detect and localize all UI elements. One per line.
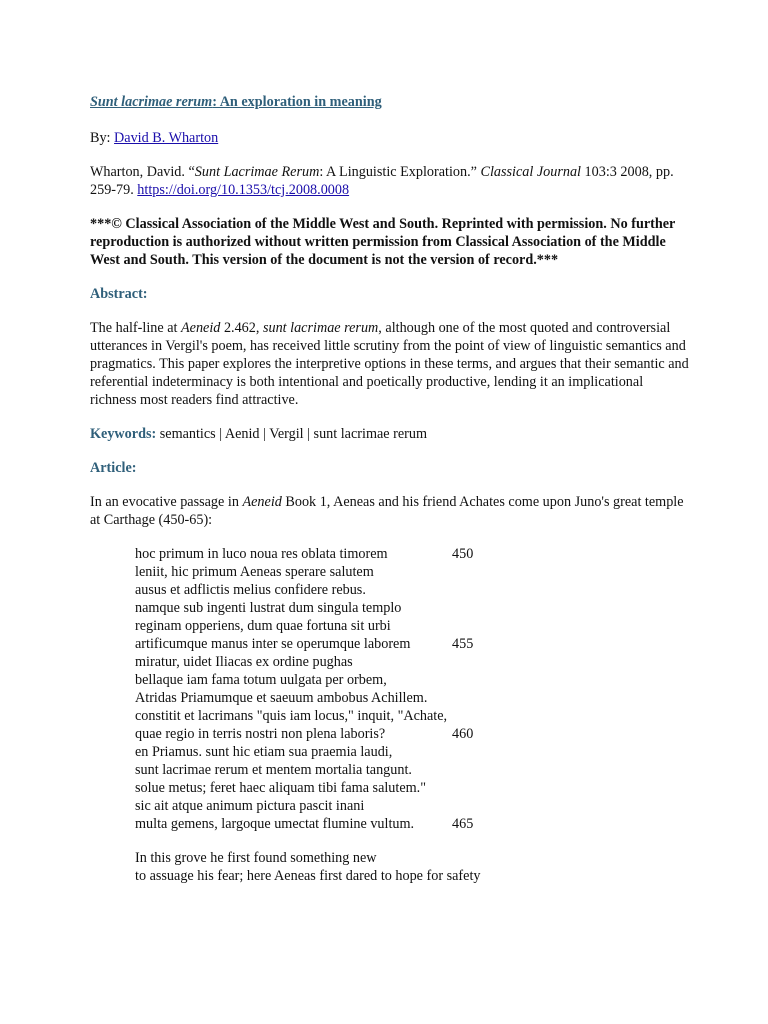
poem-line [135,545,690,563]
article-heading: Article: [90,460,137,476]
poem-line-text: en Priamus. sunt hic etiam sua praemia laudi, [135,744,393,760]
poem-line [135,671,690,689]
citation-title: Sunt Lacrimae Rerum [194,164,320,180]
abstract-text-3: , although one of the most quoted and controversial utterances in Vergil's poem, has received little scrutiny from the point of view of linguistic semantics and pragmatics. This paper explores the interpretive options in these terms, and argues that their semantic and referential indeterminacy is both intentional and poetically productive, lending it an implicational richness most readers find attractive. [90,320,689,408]
translation [135,849,690,885]
abstract-text-1: The half-line at [90,320,181,336]
abstract-heading: Abstract: [90,286,148,302]
poem-line [135,815,690,833]
poem-line [135,653,690,671]
poem-line-text: sunt lacrimae rerum et mentem mortalia tangunt. [135,762,412,778]
citation-part1: Wharton, David. “ [90,164,195,180]
title-rest: : An exploration in meaning [212,94,382,110]
poem-line-text: solue metus; feret haec aliquam tibi fama salutem." [135,780,427,796]
poem-line-text: ausus et adflictis melius confidere rebus. [135,582,366,598]
poem-line-text: hoc primum in luco noua res oblata timorem [135,546,388,562]
poem-line [135,761,690,779]
poem-line [135,563,690,581]
line-number: 465 [452,816,474,832]
byline-prefix: By: [90,130,115,146]
title-italic: Sunt lacrimae rerum [90,94,213,110]
poem-line-text: Atridas Priamumque et saeuum ambobus Achillem. [135,690,428,706]
article-italic-1: Aeneid [242,494,282,510]
citation-journal: Classical Journal [480,164,581,180]
poem-line-text: multa gemens, largoque umectat flumine vultum. [135,816,415,832]
poem-line-text: namque sub ingenti lustrat dum singula templo [135,600,402,616]
poem-line [135,743,690,761]
poem-line [135,725,690,743]
abstract-text-2: 2.462, [220,320,263,336]
line-number: 450 [452,546,474,562]
keywords-label: Keywords: [90,426,157,442]
keywords-text: semantics | Aenid | Vergil | sunt lacrimae rerum [156,426,427,442]
poem-line [135,707,690,725]
poem-line-text: artificumque manus inter se operumque laborem [135,636,411,652]
poem-line [135,797,690,815]
citation-part3: 103:3 2008, pp. 259-79. [90,164,674,198]
translation-line: In this grove he first found something new [135,850,377,866]
copyright-notice: ***© Classical Association of the Middle West and South. Reprinted with permission. No further reproduction is authorized without written permission from Classical Association of the Middle West and South. This version of the document is not the version of record.*** [90,216,676,268]
latin-poem [135,545,690,833]
poem-line-text: sic ait atque animum pictura pascit inani [135,798,365,814]
article-text-1: In an evocative passage in [90,494,243,510]
article-intro [90,493,690,529]
poem-line [135,635,690,653]
abstract-italic-1: Aeneid [181,320,221,336]
poem-line-text: constitit et lacrimans "quis iam locus," inquit, "Achate, [135,708,448,724]
poem-line [135,779,690,797]
poem-line [135,617,690,635]
poem-line [135,599,690,617]
document-page [90,93,690,885]
poem-line-text: bellaque iam fama totum uulgata per orbem, [135,672,387,688]
abstract-text [90,319,690,409]
poem-line-text: miratur, uidet Iliacas ex ordine pughas [135,654,353,670]
citation-part2: : A Linguistic Exploration.” [319,164,481,180]
poem-line [135,689,690,707]
poem-line [135,581,690,599]
line-number: 460 [452,726,474,742]
abstract-italic-2: sunt lacrimae rerum [262,320,379,336]
document-title [90,93,690,111]
doi-link[interactable]: https://doi.org/10.1353/tcj.2008.0008 [137,182,350,198]
keywords [90,425,690,443]
article-text-2: Book 1, Aeneas and his friend Achates come upon Juno's great temple at Carthage (450-65): [90,494,684,528]
author-link[interactable]: David B. Wharton [114,130,219,146]
poem-line-text: leniit, hic primum Aeneas sperare salutem [135,564,374,580]
line-number: 455 [452,636,474,652]
byline [90,129,690,147]
translation-line: to assuage his fear; here Aeneas first dared to hope for safety [135,868,481,884]
poem-line-text: reginam opperiens, dum quae fortuna sit urbi [135,618,391,634]
poem-line-text: quae regio in terris nostri non plena laboris? [135,726,386,742]
citation [90,163,690,199]
